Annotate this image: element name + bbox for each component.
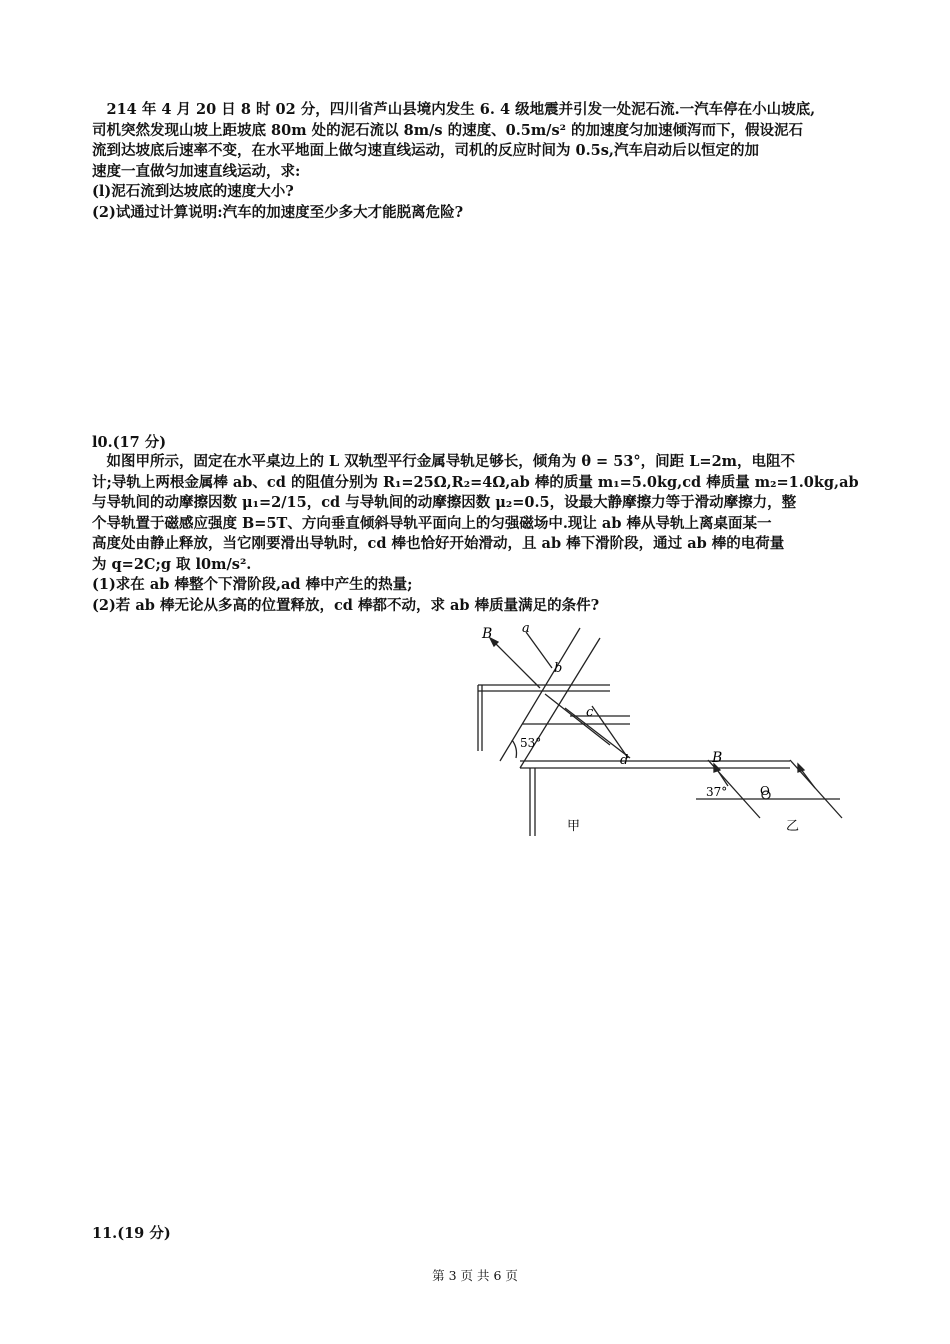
label-a: a (522, 621, 530, 636)
label-c: c (586, 705, 594, 720)
b-field-arrow-1 (492, 640, 540, 688)
question-2: (2)试通过计算说明:汽车的加速度至少多大才能脱离危险? (92, 203, 464, 221)
label-o: O (760, 784, 770, 798)
caption-jia: 甲 (567, 819, 581, 834)
rail-diagram (470, 618, 850, 843)
text-line: 个导轨置于磁感应强度 B=5T、方向垂直倾斜导轨平面向上的匀强磁场中.现让 ab 棒从导轨上离桌面某一 (92, 514, 772, 532)
problem-9-text (92, 100, 852, 223)
rail-figure (470, 618, 850, 847)
text-line: 与导轨间的动摩擦因数 μ₁=2/15，cd 与导轨间的动摩擦因数 μ₂=0.5，设最大静摩擦力等于滑动摩擦力，整 (92, 494, 797, 511)
question-1: (l)泥石流到达坡底的速度大小? (92, 183, 294, 200)
caption-yi: 乙 (786, 819, 800, 834)
cd-rod (592, 706, 628, 758)
text-line: 214 年 4 月 20 日 8 时 02 分，四川省芦山县境内发生 6. 4 级地震并引发一处泥石流.一汽车停在小山坡底, (92, 101, 816, 118)
text-line: 司机突然发现山坡上距坡底 80m 处的泥石流以 8m/s 的速度、0.5m/s² 的加速度匀加速倾泻而下，假设泥石 (92, 121, 804, 139)
problem-11-header: 11.(19 分) (92, 1225, 171, 1242)
text-line: 如图甲所示，固定在水平桌边上的 L 双轨型平行金属导轨足够长，倾角为 θ = 53°，间距 L=2m，电阻不 (92, 453, 796, 470)
text-line: 流到达坡底后速率不变，在水平地面上做匀速直线运动，司机的反应时间为 0.5s,汽车启动后以恒定的加 (92, 142, 759, 159)
problem-10-text (92, 452, 859, 616)
angle-label-1: 53° (520, 736, 542, 750)
problem-10-header: l0.(17 分) (92, 434, 167, 451)
angle-label-2: 37° (706, 785, 728, 799)
angle-arc-1 (512, 740, 517, 758)
label-b1: B (482, 626, 493, 642)
text-line: 速度一直做匀加速直线运动，求: (92, 162, 301, 180)
text-line: 计;导轨上两根金属棒 ab、cd 的阻值分别为 R₁=25Ω,R₂=4Ω,ab 棒的质量 m₁=5.0kg,cd 棒质量 m₂=1.0kg,ab (92, 473, 859, 491)
page-footer: 第 3 页 共 6 页 (432, 1268, 518, 1283)
label-b2: B (712, 750, 723, 766)
ab-rod (526, 632, 552, 668)
text-line: 为 q=2C;g 取 l0m/s². (92, 555, 252, 573)
question-1: (1)求在 ab 棒整个下滑阶段,ad 棒中产生的热量; (92, 576, 413, 593)
text-line: 高度处由静止释放，当它刚要滑出导轨时，cd 棒也恰好开始滑动，且 ab 棒下滑阶段，通过 ab 棒的电荷量 (92, 535, 785, 552)
label-d: d (620, 753, 629, 768)
label-b: b (554, 661, 563, 676)
question-2: (2)若 ab 棒无论从多高的位置释放，cd 棒都不动，求 ab 棒质量满足的条件? (92, 596, 600, 614)
